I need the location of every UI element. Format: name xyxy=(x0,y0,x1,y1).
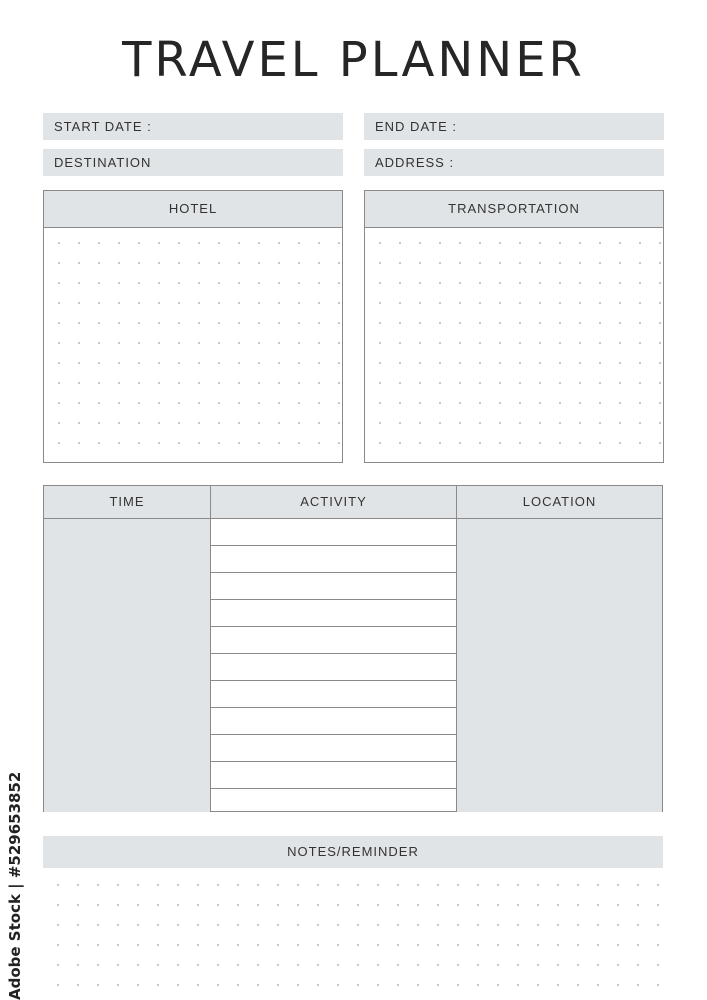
address-field[interactable]: ADDRESS : xyxy=(364,149,664,176)
activity-column-header: ACTIVITY xyxy=(211,486,457,518)
notes-dot-grid[interactable] xyxy=(43,870,663,995)
time-column-header: TIME xyxy=(44,486,211,518)
location-column-header: LOCATION xyxy=(522,494,597,509)
transportation-dot-grid[interactable] xyxy=(365,228,663,462)
destination-field[interactable]: DESTINATION xyxy=(43,149,343,176)
notes-header: NOTES/REMINDER xyxy=(43,836,663,868)
stock-id-label: Adobe Stock | #529653852 xyxy=(6,771,24,1000)
activity-column[interactable] xyxy=(211,519,457,812)
location-column[interactable] xyxy=(457,519,662,812)
end-date-field[interactable]: END DATE : xyxy=(364,113,664,140)
schedule-header-row xyxy=(44,486,662,519)
schedule-table xyxy=(43,485,663,812)
hotel-dot-grid[interactable] xyxy=(44,228,342,462)
transportation-box xyxy=(364,190,664,463)
schedule-body xyxy=(44,519,662,812)
hotel-header: HOTEL xyxy=(44,191,342,228)
hotel-box xyxy=(43,190,343,463)
start-date-field[interactable]: START DATE : xyxy=(43,113,343,140)
time-column[interactable] xyxy=(44,519,211,812)
page-title: TRAVEL PLANNER xyxy=(122,32,585,88)
transportation-header: TRANSPORTATION xyxy=(365,191,663,228)
